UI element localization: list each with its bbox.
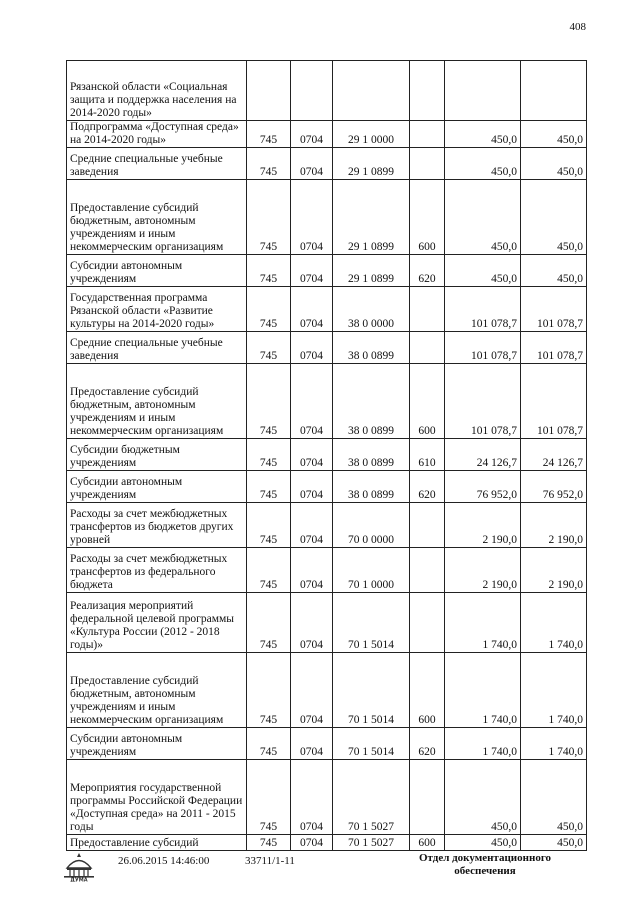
ved-cell: 745	[247, 548, 291, 593]
vr-cell: 620	[410, 728, 445, 760]
table-row	[67, 503, 587, 548]
ved-cell: 745	[247, 148, 291, 180]
page-number: 408	[569, 21, 586, 33]
row-name-cell: Предоставление субсидий бюджетным, автономным учреждениям и иным некоммерческим организациям	[67, 180, 247, 255]
csr-cell: 70 0 0000	[333, 503, 410, 548]
row-name-cell: Государственная программа Рязанской области «Развитие культуры на 2014-2020 годы»	[67, 287, 247, 332]
sum-total-cell: 101 078,7	[521, 332, 587, 364]
sum-2015-cell: 2 190,0	[445, 548, 521, 593]
ved-cell: 745	[247, 835, 291, 851]
ved-cell: 745	[247, 593, 291, 653]
vr-cell	[410, 593, 445, 653]
sum-total-cell: 450,0	[521, 255, 587, 287]
sum-total-cell: 450,0	[521, 148, 587, 180]
sum-total-cell: 450,0	[521, 835, 587, 851]
sum-total-cell: 450,0	[521, 760, 587, 835]
footer-code: 33711/1-11	[245, 855, 295, 867]
sum-total-cell: 24 126,7	[521, 439, 587, 471]
sum-2015-cell: 450,0	[445, 121, 521, 148]
csr-cell: 70 1 5027	[333, 835, 410, 851]
sum-2015-cell: 2 190,0	[445, 503, 521, 548]
vr-cell	[410, 503, 445, 548]
rz-cell: 0704	[291, 503, 333, 548]
table-row	[67, 471, 587, 503]
csr-cell: 29 1 0000	[333, 121, 410, 148]
table-row	[67, 364, 587, 439]
csr-cell: 29 1 0899	[333, 255, 410, 287]
footer-department: Отдел документационного обеспечения	[418, 852, 552, 877]
table-row	[67, 593, 587, 653]
sum-total-cell: 450,0	[521, 180, 587, 255]
ved-cell: 745	[247, 121, 291, 148]
sum-total-cell: 101 078,7	[521, 364, 587, 439]
sum-total-cell: 2 190,0	[521, 548, 587, 593]
row-name-cell: Субсидии автономным учреждениям	[67, 471, 247, 503]
sum-2015-cell: 1 740,0	[445, 593, 521, 653]
table-row	[67, 61, 587, 121]
rz-cell: 0704	[291, 593, 333, 653]
csr-cell	[333, 61, 410, 121]
ved-cell: 745	[247, 255, 291, 287]
ved-cell: 745	[247, 760, 291, 835]
rz-cell: 0704	[291, 255, 333, 287]
csr-cell: 38 0 0899	[333, 471, 410, 503]
row-name-cell: Расходы за счет межбюджетных трансфертов из федерального бюджета	[67, 548, 247, 593]
csr-cell: 70 1 5014	[333, 593, 410, 653]
row-name-cell: Предоставление субсидий	[67, 835, 247, 851]
row-name-cell: Предоставление субсидий бюджетным, автономным учреждениям и иным некоммерческим организациям	[67, 364, 247, 439]
rz-cell	[291, 61, 333, 121]
vr-cell: 620	[410, 255, 445, 287]
table-row	[67, 548, 587, 593]
ved-cell	[247, 61, 291, 121]
sum-total-cell: 2 190,0	[521, 503, 587, 548]
vr-cell	[410, 121, 445, 148]
sum-2015-cell: 76 952,0	[445, 471, 521, 503]
vr-cell: 600	[410, 653, 445, 728]
rz-cell: 0704	[291, 121, 333, 148]
ved-cell: 745	[247, 503, 291, 548]
rz-cell: 0704	[291, 760, 333, 835]
ved-cell: 745	[247, 364, 291, 439]
rz-cell: 0704	[291, 364, 333, 439]
ved-cell: 745	[247, 471, 291, 503]
sum-2015-cell: 450,0	[445, 255, 521, 287]
row-name-cell: Субсидии автономным учреждениям	[67, 255, 247, 287]
csr-cell: 38 0 0899	[333, 332, 410, 364]
table-row	[67, 835, 587, 851]
sum-2015-cell: 24 126,7	[445, 439, 521, 471]
sum-total-cell: 450,0	[521, 121, 587, 148]
vr-cell	[410, 332, 445, 364]
csr-cell: 29 1 0899	[333, 180, 410, 255]
csr-cell: 38 0 0899	[333, 364, 410, 439]
table-row	[67, 148, 587, 180]
table-row	[67, 255, 587, 287]
vr-cell: 600	[410, 364, 445, 439]
rz-cell: 0704	[291, 835, 333, 851]
vr-cell: 600	[410, 180, 445, 255]
ved-cell: 745	[247, 439, 291, 471]
duma-logo-text: ДУМА	[70, 877, 88, 882]
row-name-cell: Предоставление субсидий бюджетным, автономным учреждениям и иным некоммерческим организациям	[67, 653, 247, 728]
sum-2015-cell: 1 740,0	[445, 653, 521, 728]
sum-2015-cell	[445, 61, 521, 121]
duma-logo	[58, 850, 100, 882]
csr-cell: 70 1 0000	[333, 548, 410, 593]
sum-2015-cell: 1 740,0	[445, 728, 521, 760]
row-name-cell: Мероприятия государственной программы Российской Федерации «Доступная среда» на 2011 - 2015 годы	[67, 760, 247, 835]
sum-total-cell: 76 952,0	[521, 471, 587, 503]
budget-table	[66, 60, 587, 851]
vr-cell: 620	[410, 471, 445, 503]
vr-cell: 600	[410, 835, 445, 851]
footer-date: 26.06.2015 14:46:00	[118, 855, 210, 867]
rz-cell: 0704	[291, 471, 333, 503]
row-name-cell: Субсидии бюджетным учреждениям	[67, 439, 247, 471]
sum-total-cell	[521, 61, 587, 121]
table-row	[67, 439, 587, 471]
vr-cell	[410, 548, 445, 593]
row-name-cell: Субсидии автономным учреждениям	[67, 728, 247, 760]
table-row	[67, 332, 587, 364]
sum-2015-cell: 101 078,7	[445, 364, 521, 439]
rz-cell: 0704	[291, 728, 333, 760]
table-row	[67, 728, 587, 760]
rz-cell: 0704	[291, 548, 333, 593]
rz-cell: 0704	[291, 180, 333, 255]
sum-2015-cell: 450,0	[445, 760, 521, 835]
csr-cell: 70 1 5027	[333, 760, 410, 835]
rz-cell: 0704	[291, 287, 333, 332]
ved-cell: 745	[247, 653, 291, 728]
table-row	[67, 653, 587, 728]
sum-2015-cell: 450,0	[445, 180, 521, 255]
ved-cell: 745	[247, 180, 291, 255]
vr-cell: 610	[410, 439, 445, 471]
vr-cell	[410, 760, 445, 835]
csr-cell: 70 1 5014	[333, 728, 410, 760]
table-row	[67, 287, 587, 332]
row-name-cell: Реализация мероприятий федеральной целевой программы «Культура России (2012 - 2018 годы)»	[67, 593, 247, 653]
table-row	[67, 121, 587, 148]
row-name-cell: Расходы за счет межбюджетных трансфертов из бюджетов других уровней	[67, 503, 247, 548]
rz-cell: 0704	[291, 332, 333, 364]
table-row	[67, 760, 587, 835]
rz-cell: 0704	[291, 439, 333, 471]
row-name-cell: Подпрограмма «Доступная среда» на 2014-2020 годы»	[67, 121, 247, 148]
sum-total-cell: 1 740,0	[521, 593, 587, 653]
vr-cell	[410, 287, 445, 332]
ved-cell: 745	[247, 728, 291, 760]
row-name-cell: Средние специальные учебные заведения	[67, 148, 247, 180]
vr-cell	[410, 61, 445, 121]
sum-total-cell: 101 078,7	[521, 287, 587, 332]
row-name-cell: Средние специальные учебные заведения	[67, 332, 247, 364]
sum-2015-cell: 101 078,7	[445, 332, 521, 364]
sum-2015-cell: 450,0	[445, 148, 521, 180]
sum-total-cell: 1 740,0	[521, 653, 587, 728]
row-name-cell: Рязанской области «Социальная защита и поддержка населения на 2014-2020 годы»	[67, 61, 247, 121]
csr-cell: 38 0 0000	[333, 287, 410, 332]
ved-cell: 745	[247, 287, 291, 332]
rz-cell: 0704	[291, 653, 333, 728]
sum-2015-cell: 450,0	[445, 835, 521, 851]
sum-total-cell: 1 740,0	[521, 728, 587, 760]
vr-cell	[410, 148, 445, 180]
csr-cell: 38 0 0899	[333, 439, 410, 471]
sum-2015-cell: 101 078,7	[445, 287, 521, 332]
table-row	[67, 180, 587, 255]
csr-cell: 29 1 0899	[333, 148, 410, 180]
rz-cell: 0704	[291, 148, 333, 180]
ved-cell: 745	[247, 332, 291, 364]
csr-cell: 70 1 5014	[333, 653, 410, 728]
